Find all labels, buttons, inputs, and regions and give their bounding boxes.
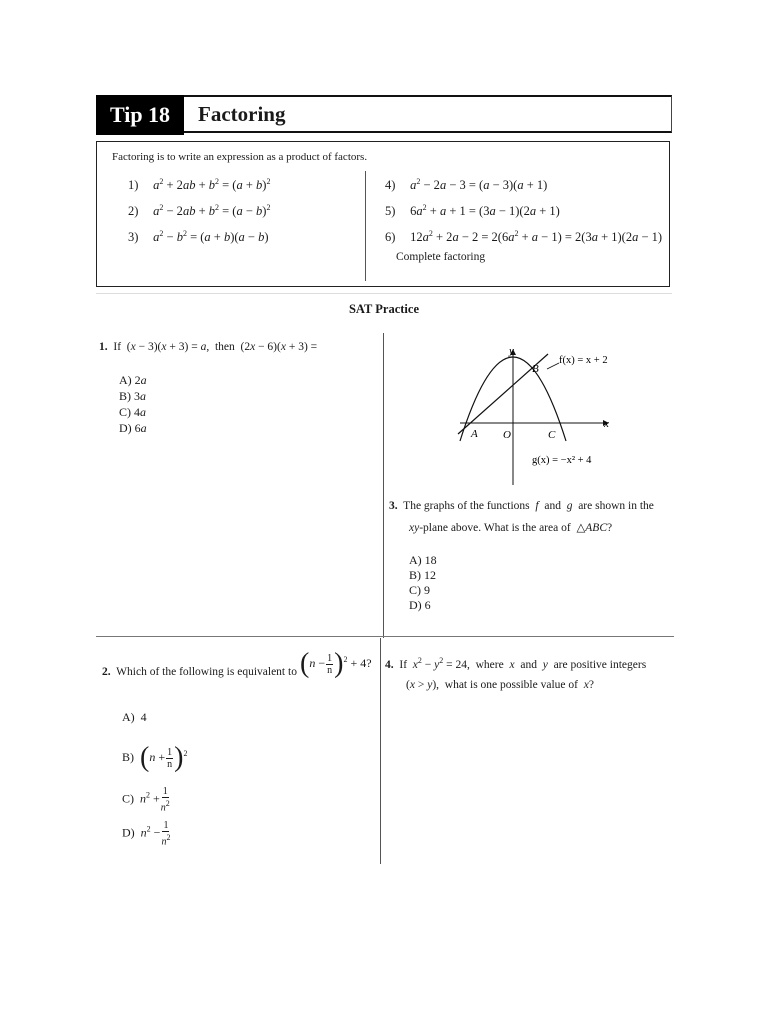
column-divider-bottom — [380, 638, 381, 864]
question-text-line-1: The graphs of the functions f and g are shown in the — [403, 500, 654, 512]
column-divider-top — [383, 333, 384, 638]
f-label: f(x) = x + 2 — [559, 355, 608, 366]
question-3-line-2: xy-plane above. What is the area of △ABC? — [409, 522, 613, 534]
q3-choice-d[interactable]: D) 6 — [409, 598, 431, 612]
q1-choice-b[interactable]: B) 3a — [119, 389, 146, 403]
formula-number: 5) — [385, 204, 396, 219]
point-c-label: C — [548, 429, 556, 441]
header-title: Factoring — [198, 102, 286, 126]
q2-expression: (n − $\frac{1}{n}$ )$^2$ + 4? — [300, 648, 372, 679]
formula-4 — [385, 177, 547, 193]
section-rule — [96, 293, 672, 294]
definitions-divider — [365, 171, 366, 281]
g-label: g(x) = −x² + 4 — [532, 455, 592, 466]
question-number: 2. — [102, 666, 111, 678]
formula-2 — [128, 203, 270, 219]
q2-choice-c[interactable]: C) $n^2$ + $\frac{1}{n^2}$ — [122, 786, 170, 814]
question-number: 4. — [385, 658, 394, 671]
question-1 — [99, 341, 317, 353]
formula-text: $a^2 - 2ab + b^2 = (a - b)^2$ — [153, 203, 271, 219]
q3-choice-a[interactable]: A) 18 — [409, 553, 437, 567]
x-axis-label: x — [604, 418, 609, 430]
practice-title: SAT Practice — [348, 302, 419, 316]
point-a-label: A — [471, 428, 478, 440]
question-4-line-2: (x > y), what is one possible value of x? — [406, 679, 594, 691]
q3-choice-c[interactable]: C) 9 — [409, 583, 430, 597]
q1-choice-c[interactable]: C) 4a — [119, 405, 146, 419]
question-number: 3. — [389, 500, 398, 512]
formula-text: $6a^2 + a + 1 = (3a - 1)(2a + 1)$ — [410, 203, 560, 219]
question-2 — [102, 666, 297, 678]
question-3 — [389, 500, 654, 512]
question-text: If (x − 3)(x + 3) = a, then (2x − 6)(x + 3) = — [113, 341, 318, 353]
formula-1 — [128, 177, 270, 193]
question-text: Which of the following is equivalent to — [116, 666, 297, 678]
q1-choice-d[interactable]: D) 6a — [119, 421, 147, 435]
formula-6 — [385, 229, 662, 245]
formula-text: $12a^2 + 2a - 2 = 2(6a^2 + a - 1) = 2(3a + 1)(2a - 1)$ — [410, 229, 663, 245]
formula-number: 2) — [128, 204, 139, 219]
formula-number: 4) — [385, 178, 396, 193]
complete-factoring-note: Complete factoring — [396, 251, 486, 263]
question-text-line-1: If $x^2 - y^2 = 24$, where x and y are positive integers — [399, 656, 647, 671]
choice-letter: C) — [122, 791, 134, 806]
formula-text: $a^2 + 2ab + b^2 = (a + b)^2$ — [153, 177, 271, 193]
q2-choice-a[interactable] — [122, 710, 147, 724]
question-number: 1. — [99, 341, 108, 353]
formula-number: 3) — [128, 230, 139, 245]
choice-value: 4 — [140, 710, 147, 724]
formula-text: $a^2 - b^2 = (a + b)(a - b)$ — [153, 229, 269, 245]
row-divider — [96, 636, 674, 637]
formula-3 — [128, 229, 269, 245]
choice-letter: A) — [122, 710, 135, 724]
choice-letter: D) — [122, 825, 135, 840]
y-axis-label: y — [509, 345, 514, 357]
formula-5 — [385, 203, 560, 219]
q2-choice-d[interactable]: D) $n^2$ − $\frac{1}{n^2}$ — [122, 820, 171, 848]
definitions-intro: Factoring is to write an expression as a product of factors. — [112, 151, 368, 163]
q2-choice-b[interactable]: B) (n + $\frac{1}{n}$ )$^2$ — [122, 742, 188, 773]
q3-choice-b[interactable]: B) 12 — [409, 568, 436, 582]
label-leader — [547, 363, 559, 369]
tip-tab: Tip 18 — [96, 95, 184, 135]
formula-number: 1) — [128, 178, 139, 193]
formula-text: $a^2 - 2a - 3 = (a - 3)(a + 1)$ — [410, 177, 548, 193]
q1-choice-a[interactable]: A) 2a — [119, 373, 147, 387]
question-4 — [385, 656, 646, 671]
point-b-label: B — [532, 363, 539, 375]
function-graph — [440, 340, 630, 495]
choice-letter: B) — [122, 749, 134, 764]
formula-number: 6) — [385, 230, 396, 245]
origin-label: O — [503, 429, 511, 441]
